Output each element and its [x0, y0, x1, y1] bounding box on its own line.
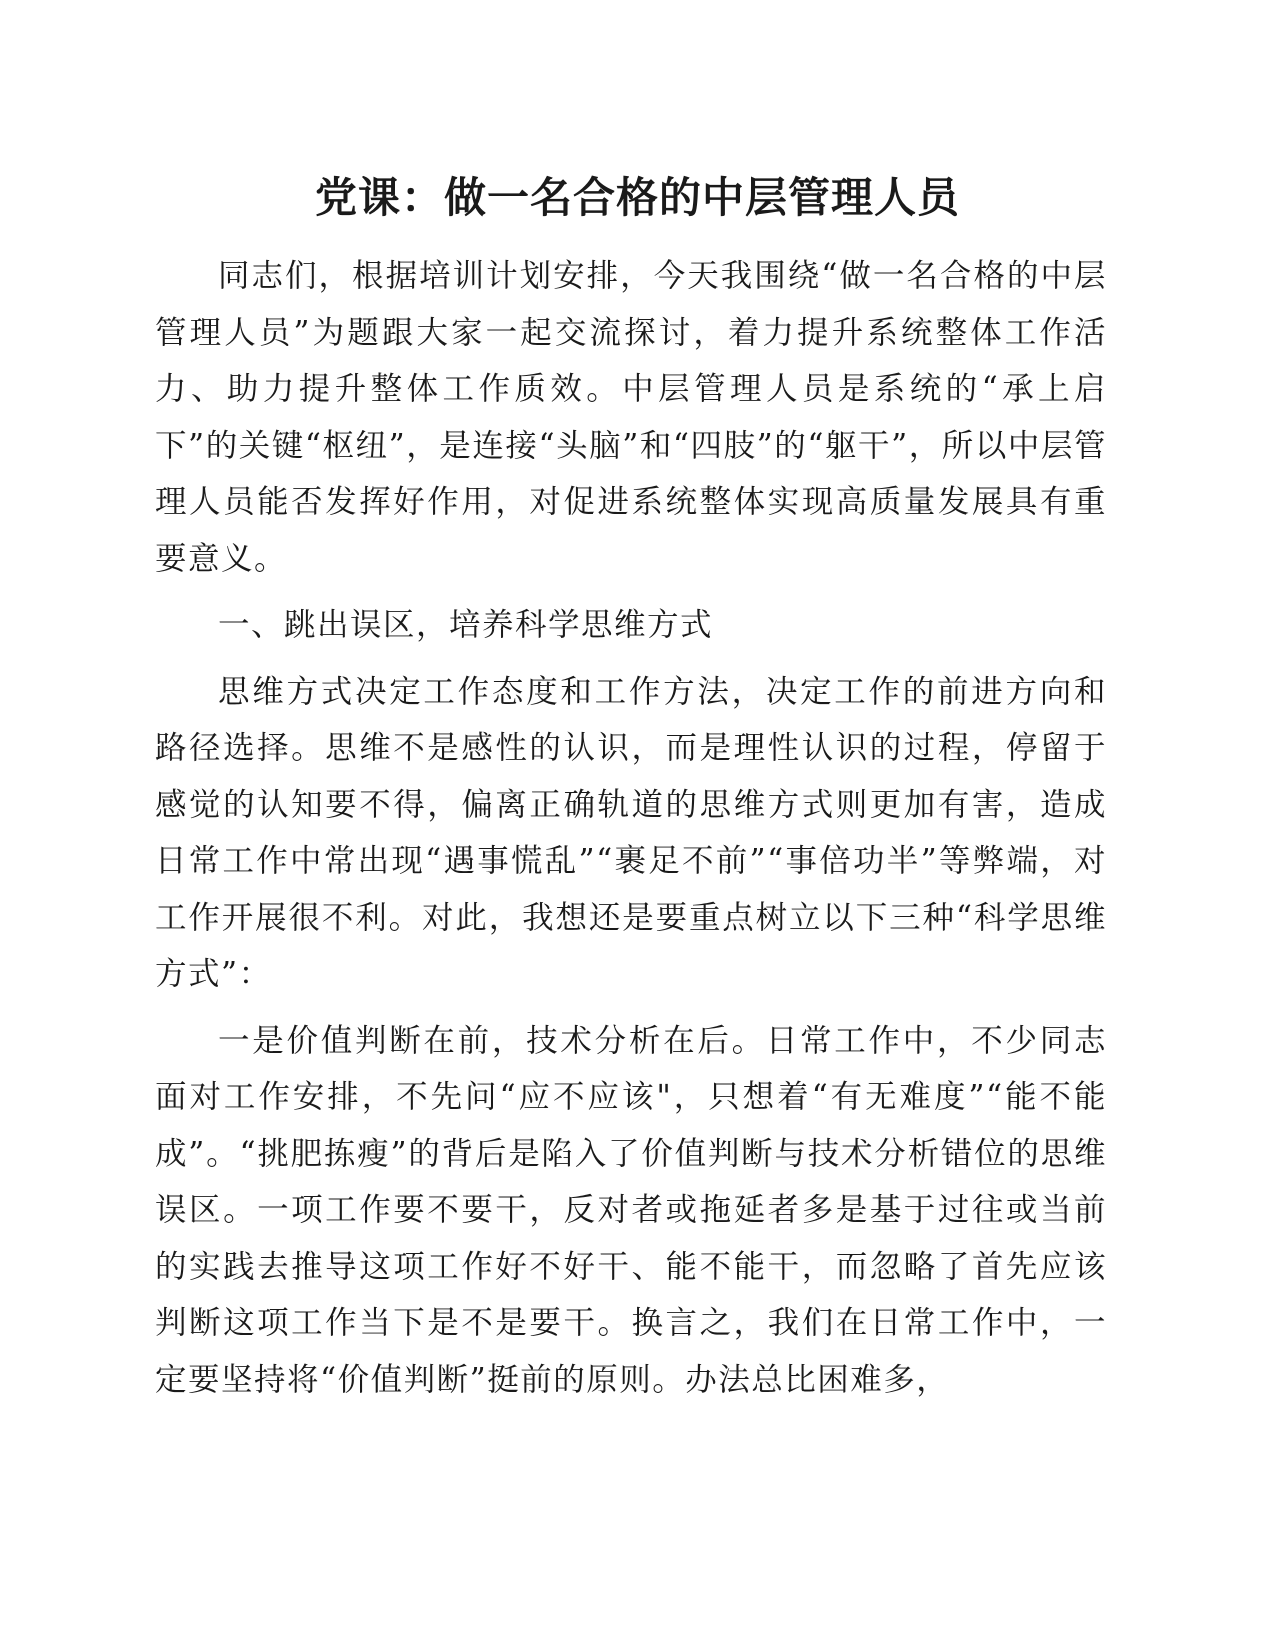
section-heading-1: 一、跳出误区，培养科学思维方式: [218, 607, 714, 643]
paragraph-thinking: 思维方式决定工作态度和工作方法，决定工作的前进方向和路径选择。思维不是感性的认识，而是理性认识的过程，停留于感觉的认知要不得，偏离正确轨道的思维方式则更加有害，造成日常工作中常出现“遇事慌乱”“裹足不前”“事倍功半”等弊端，对工作开展很不利。对此，我想还是要重点树立以下三种“科学思维方式”：: [155, 673, 1107, 992]
document-body: [155, 248, 1107, 1418]
paragraph-intro: 同志们，根据培训计划安排，今天我围绕“做一名合格的中层管理人员”为题跟大家一起交流探讨，着力提升系统整体工作活力、助力提升整体工作质效。中层管理人员是系统的“承上启下”的关键“枢纽”，是连接“头脑”和“四肢”的“躯干”，所以中层管理人员能否发挥好作用，对促进系统整体实现高质量发展具有重要意义。: [155, 258, 1107, 577]
document-title: 党课：做一名合格的中层管理人员: [314, 173, 960, 222]
paragraph-value-judgment: 一是价值判断在前，技术分析在后。日常工作中，不少同志面对工作安排，不先问“应不应该"，只想着“有无难度”“能不能成”。“挑肥拣瘦”的背后是陷入了价值判断与技术分析错位的思维误区。一项工作要不要干，反对者或拖延者多是基于过往或当前的实践去推导这项工作好不好干、能不能干，而忽略了首先应该判断这项工作当下是不是要干。换言之，我们在日常工作中，一定要坚持将“价值判断”挺前的原则。办法总比困难多，: [155, 1022, 1107, 1398]
